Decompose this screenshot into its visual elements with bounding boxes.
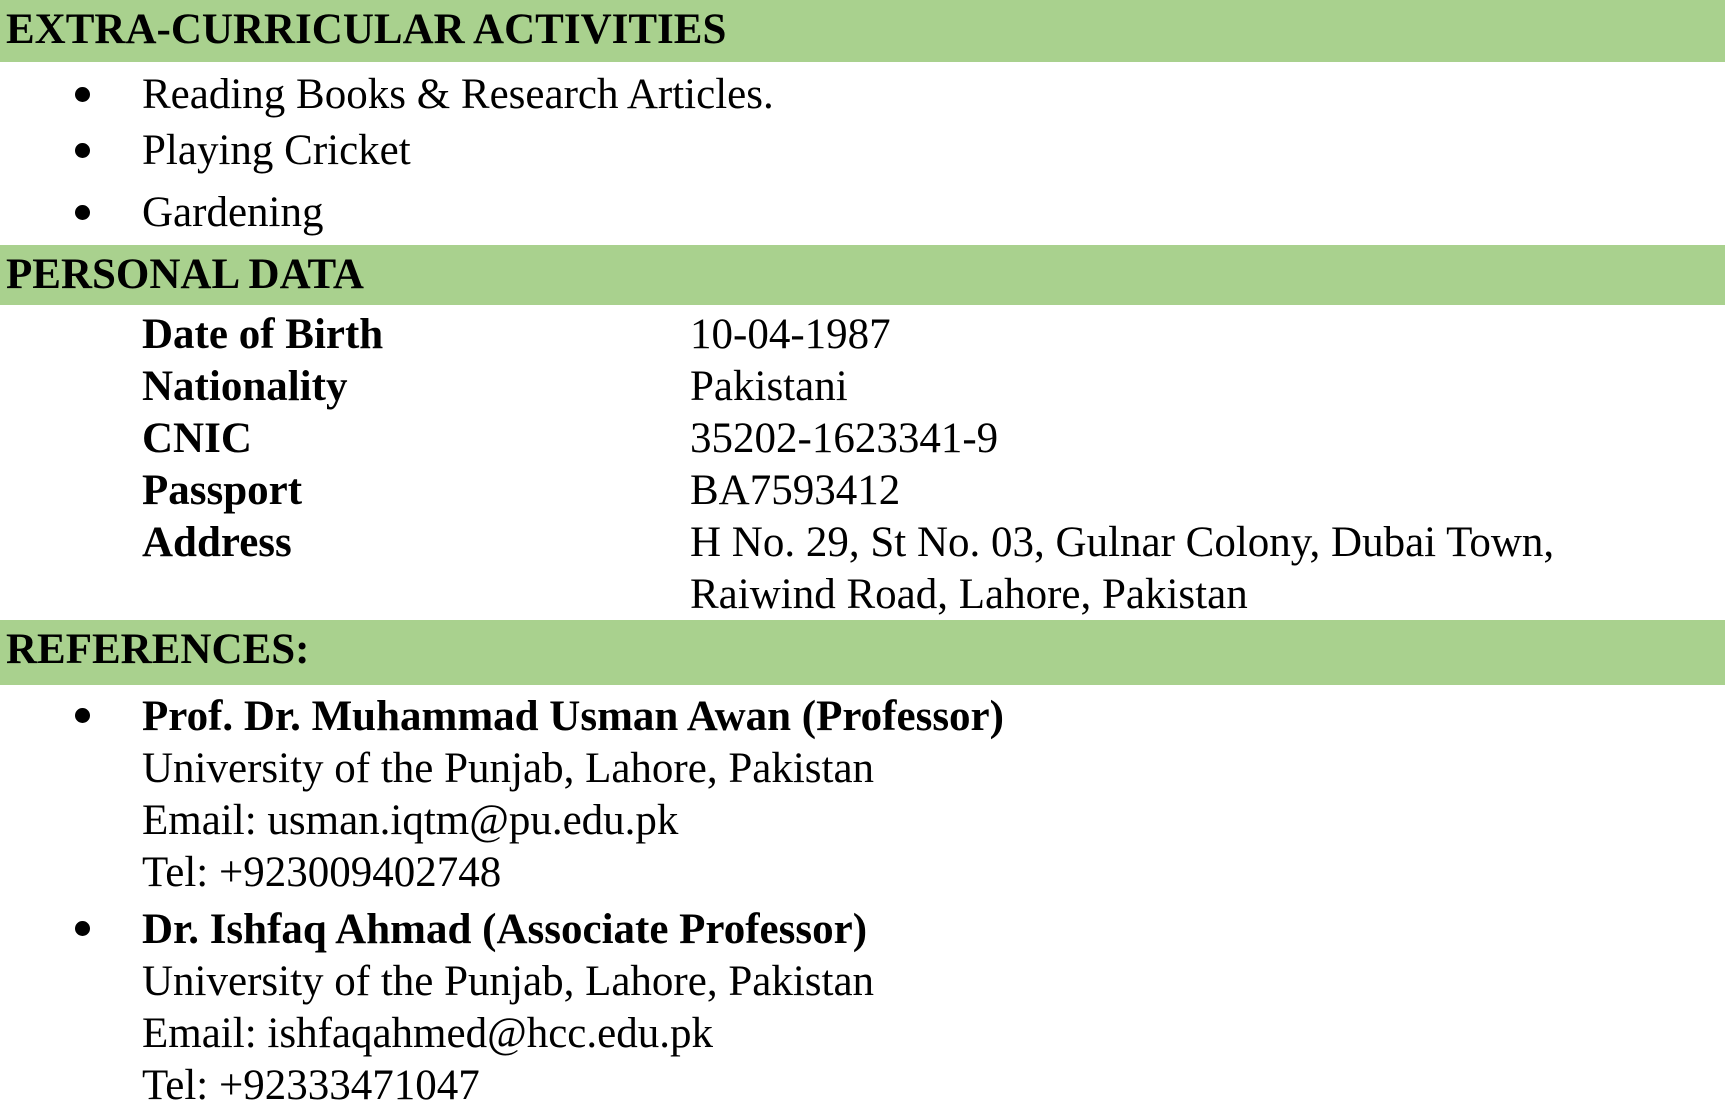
value-address-line2: Raiwind Road, Lahore, Pakistan: [690, 571, 1248, 618]
reference-name: Dr. Ishfaq Ahmad (Associate Professor): [142, 906, 868, 953]
reference-affiliation: University of the Punjab, Lahore, Pakistan: [142, 958, 875, 1005]
activity-text: Gardening: [142, 189, 324, 236]
label-date-of-birth: Date of Birth: [142, 311, 384, 358]
section-header-references: [0, 620, 1725, 685]
value-address-line1: H No. 29, St No. 03, Gulnar Colony, Dubai Town,: [690, 519, 1555, 566]
value-nationality: Pakistani: [690, 363, 848, 410]
bullet-icon: [75, 143, 95, 163]
value-passport: BA7593412: [690, 467, 901, 514]
value-date-of-birth: 10-04-1987: [690, 311, 891, 358]
activity-text: Reading Books & Research Articles.: [142, 71, 774, 118]
label-address: Address: [142, 519, 292, 566]
section-title: REFERENCES:: [6, 626, 310, 673]
section-title: EXTRA-CURRICULAR ACTIVITIES: [6, 6, 727, 53]
section-header-extracurricular: [0, 0, 1725, 62]
bullet-icon: [75, 87, 95, 107]
reference-email: Email: usman.iqtm@pu.edu.pk: [142, 797, 679, 844]
reference-name: Prof. Dr. Muhammad Usman Awan (Professor): [142, 693, 1004, 740]
reference-tel: Tel: +923009402748: [142, 849, 502, 896]
reference-affiliation: University of the Punjab, Lahore, Pakistan: [142, 745, 875, 792]
bullet-icon: [75, 205, 95, 225]
bullet-icon: [75, 708, 95, 728]
section-title: PERSONAL DATA: [6, 251, 364, 298]
value-cnic: 35202-1623341-9: [690, 415, 999, 462]
section-header-personal-data: [0, 245, 1725, 305]
reference-email: Email: ishfaqahmed@hcc.edu.pk: [142, 1010, 713, 1057]
label-nationality: Nationality: [142, 363, 348, 410]
activity-text: Playing Cricket: [142, 127, 411, 174]
label-cnic: CNIC: [142, 415, 252, 462]
label-passport: Passport: [142, 467, 303, 514]
reference-tel: Tel: +92333471047: [142, 1062, 480, 1109]
bullet-icon: [75, 921, 95, 941]
